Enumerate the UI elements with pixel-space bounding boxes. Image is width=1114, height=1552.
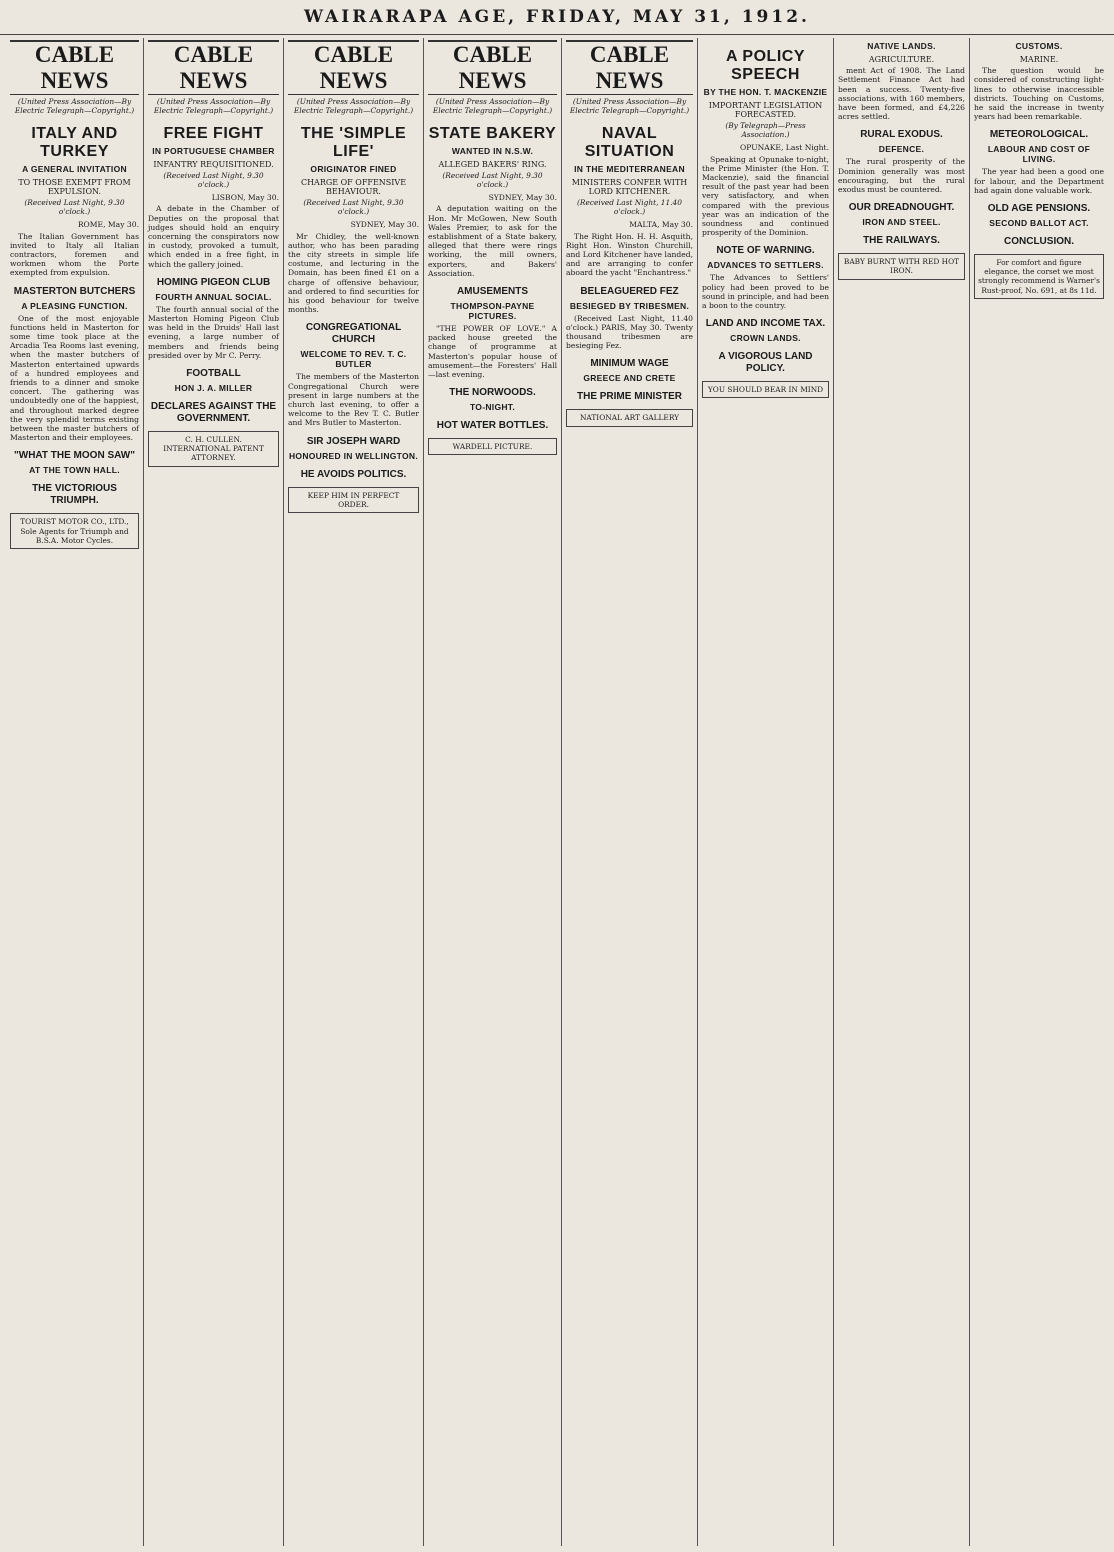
sub-heading: MINISTERS CONFER WITH LORD KITCHENER. [571,178,688,197]
headline: STATE BAKERY [428,125,557,142]
article-text: The question would be considered of constructing light-lines to otherwise inaccessible districts. Touching on Customs, he said the increase in twenty years had been remarkable. [974,66,1104,122]
received-note: (Received Last Night, 9.30 o'clock.) [442,171,543,190]
article-text-2: "THE POWER OF LOVE." A packed house greeted the change of programme at Masterton's popular house of amusement—the Foresters' Hall—last evening. [428,324,557,380]
article-text-2: The year had been a good one for labour, and the Department had again done valuable work. [974,167,1104,195]
advertisement: WARDELL PICTURE. [428,438,557,455]
section-heading-3: HOT WATER BOTTLES. [436,420,549,432]
subheadline: WANTED IN N.S.W. [451,146,534,156]
press-credit: (United Press Association—By Electric Telegraph—Copyright.) [569,97,690,115]
section-subheading: FOURTH ANNUAL SOCIAL. [155,291,272,302]
section-heading-2: SIR JOSEPH WARD [306,435,401,447]
advertisement: NATIONAL ART GALLERY [566,409,693,426]
section-subheading-2: AT THE TOWN HALL. [29,465,120,476]
section-subheading-2: GREECE AND CRETE [583,373,676,384]
subheadline: IN PORTUGUESE CHAMBER [152,146,275,156]
advertisement: For comfort and figure elegance, the corset we most strongly recommend is Warner's Rust-proof, No. 691, at 8s 11d. [974,254,1104,299]
section-heading-2: LAND AND INCOME TAX. [705,318,826,330]
section-subheading: A PLEASING FUNCTION. [21,300,128,311]
column-5 [562,38,698,1546]
column-1 [6,38,144,1546]
sub-heading: IMPORTANT LEGISLATION FORECASTED. [708,101,823,120]
sub-heading: INFANTRY REQUISITIONED. [153,160,274,169]
section-heading-2: OUR DREADNOUGHT. [848,202,955,214]
dateline: SYDNEY, May 30. [350,220,419,230]
dateline: ROME, May 30. [77,220,139,230]
dateline: OPUNAKE, Last Night. [740,143,829,153]
column-heading: CABLE NEWS [10,40,139,95]
section-heading-3: THE PRIME MINISTER [576,391,682,403]
article-text-2: The Advances to Settlers' policy had been proved to be sound in principle, and had been a boon to the country. [702,273,829,311]
dateline: MALTA, May 30. [629,220,693,230]
article-text-2: One of the most enjoyable functions held in Masterton for some time took place at the Arcadia Tea Rooms last evening, when the master butchers of Masterton entertained upwards of a hundred employees and friends to a dinner and smoke concert. The gathering was undoubtedly one of the happiest, and throughout marked degree the very splendid terms existing between the master butchers of Masterton and their employees. [10,313,139,443]
column-7 [834,38,970,1546]
press-credit: (United Press Association—By Electric Telegraph—Copyright.) [293,97,414,115]
advertisement: KEEP HIM IN PERFECT ORDER. [288,487,419,513]
section-subheading: WELCOME TO REV. T. C. BUTLER [300,349,407,370]
sub-heading: TO THOSE EXEMPT FROM EXPULSION. [18,178,131,197]
headline: A POLICY SPEECH [726,48,805,83]
press-credit: (United Press Association—By Electric Telegraph—Copyright.) [153,97,274,115]
article-text: ment Act of 1908. The Land Settlement Finance Act had been a success. Twenty-five associations, with 160 members, have been formed, and £4,226 acres settled. [838,66,965,122]
column-heading: CABLE NEWS [148,40,279,95]
page-columns [6,38,1108,1546]
section-heading: BELEAGUERED FEZ [580,285,679,297]
article-text-2: The members of the Masterton Congregational Church were present in large numbers at the church last evening, to offer a welcome to the Rev T. C. Butler and Mrs Butler to Masterton. [288,372,419,428]
received-note: (Received Last Night, 9.30 o'clock.) [163,171,264,190]
section-subheading-2: IRON AND STEEL. [862,217,941,228]
section-heading: MASTERTON BUTCHERS [13,285,136,297]
article-text-2: The fourth annual social of the Masterton Homing Pigeon Club was held in the Druids' Hall last evening, a large number of members and friends being presided over by Mr C. Perry. [148,304,279,360]
dateline: LISBON, May 30. [211,193,279,203]
subheadline: NATIVE LANDS. [867,41,936,51]
sub-heading: AGRICULTURE. [868,55,935,64]
subheadline: IN THE MEDITERRANEAN [574,164,685,174]
section-subheading: ADVANCES TO SETTLERS. [707,260,824,271]
section-heading: METEOROLOGICAL. [989,129,1089,141]
column-6 [698,38,834,1546]
section-subheading-2: HONOURED IN WELLINGTON. [288,450,419,461]
section-subheading-2: SECOND BALLOT ACT. [989,218,1089,229]
headline: NAVAL SITUATION [584,125,675,160]
subheadline: ORIGINATOR FINED [310,164,397,174]
article-text: A debate in the Chamber of Deputies on the proposal that judges should hold an enquiry concerning the conspirators now in custody, provoked a tumult, which ended in a free fight, in which the gallery joined. [148,204,279,269]
section-heading-2: OLD AGE PENSIONS. [987,203,1091,215]
section-heading: CONGREGATIONAL CHURCH [305,322,402,346]
advertisement: BABY BURNT WITH RED HOT IRON. [838,253,965,279]
section-heading-2: FOOTBALL [186,368,241,380]
section-heading-3: DECLARES AGAINST THE GOVERNMENT. [150,401,277,425]
headline: ITALY AND TURKEY [31,125,118,160]
section-heading-3: CONCLUSION. [1004,236,1074,248]
column-2 [144,38,284,1546]
section-heading: RURAL EXODUS. [860,129,943,141]
article-text-2: The rural prosperity of the Dominion generally was most encouraging, but the rural exodus must be countered. [838,157,965,195]
section-subheading-2: TO-NIGHT. [469,402,516,413]
article-text: A deputation waiting on the Hon. Mr McGowen, New South Wales Premier, to ask for the establishment of a State bakery, alleged that there were rings working, the mill owners, exporters, and Bakers' Association. [428,204,557,278]
article-text-2: (Received Last Night, 11.40 o'clock.) PARIS, May 30. Twenty thousand tribesmen are besieging Fez. [566,313,693,351]
section-heading: AMUSEMENTS [456,286,529,298]
section-heading-2: THE NORWOODS. [449,387,536,399]
received-note: (Received Last Night, 9.30 o'clock.) [24,198,125,217]
section-heading-3: A VIGOROUS LAND POLICY. [718,351,813,375]
received-note: (Received Last Night, 11.40 o'clock.) [577,198,682,217]
section-subheading-2: CROWN LANDS. [730,333,801,344]
section-subheading: LABOUR AND COST OF LIVING. [987,144,1091,165]
section-heading-2: MINIMUM WAGE [590,358,669,370]
section-subheading-2: HON J. A. MILLER [174,383,253,394]
section-heading: HOMING PIGEON CLUB [156,276,271,288]
column-3 [284,38,424,1546]
advertisement: YOU SHOULD BEAR IN MIND [702,381,829,398]
sub-heading: ALLEGED BAKERS' RING. [438,160,547,169]
headline: THE 'SIMPLE LIFE' [300,125,407,160]
press-credit: (United Press Association—By Electric Telegraph—Copyright.) [14,97,135,115]
article-text: The Right Hon. H. H. Asquith, Right Hon. Winston Churchill, and Lord Kitchener have landed, and are arranging to confer aboard the yacht "Enchantress." [566,231,693,278]
column-heading: CABLE NEWS [428,40,557,95]
received-note: (By Telegraph—Press Association.) [725,121,806,140]
headline: FREE FIGHT [163,125,264,142]
section-heading-3: THE RAILWAYS. [863,235,940,247]
advertisement: C. H. CULLEN. INTERNATIONAL PATENT ATTORNEY. [148,431,279,467]
column-4 [424,38,562,1546]
article-text: The Italian Government has invited to Italy all Italian contractors, foremen and workmen whom the Porte exempted from expulsion. [10,231,139,278]
section-heading: NOTE OF WARNING. [716,245,815,257]
article-text: Speaking at Opunake to-night, the Prime Minister (the Hon. T. Mackenzie), said the financial result of the past year had been very satisfactory, and when compared with the previous year was an indication of the soundness and continued prosperity of the Dominion. [702,154,829,238]
masthead: WAIRARAPA AGE, FRIDAY, MAY 31, 1912. [0,0,1114,35]
article-text: Mr Chidley, the well-known author, who has been parading the city streets in simple life costume, and lecturing in the Domain, has been fined £1 on a charge of offensive behaviour, and ordered to find securities for his good behaviour for twelve months. [288,231,419,315]
subheadline: A GENERAL INVITATION [22,164,127,174]
advertisement: TOURIST MOTOR CO., LTD., Sole Agents for Triumph and B.S.A. Motor Cycles. [10,513,139,549]
column-heading: CABLE NEWS [566,40,693,95]
section-heading-3: HE AVOIDS POLITICS. [300,468,407,480]
subheadline: BY THE HON. T. MACKENZIE [703,87,828,97]
received-note: (Received Last Night, 9.30 o'clock.) [303,198,404,217]
press-credit: (United Press Association—By Electric Telegraph—Copyright.) [432,97,553,115]
sub-heading: CHARGE OF OFFENSIVE BEHAVIOUR. [300,178,407,197]
sub-heading: MARINE. [1019,55,1059,64]
dateline: SYDNEY, May 30. [488,193,557,203]
section-subheading: BESIEGED BY TRIBESMEN. [569,300,690,311]
section-subheading: DEFENCE. [878,144,925,155]
section-subheading: THOMPSON-PAYNE PICTURES. [450,301,535,322]
column-heading: CABLE NEWS [288,40,419,95]
section-heading-2: "WHAT THE MOON SAW" [14,450,135,462]
column-8 [970,38,1108,1546]
subheadline: CUSTOMS. [1015,41,1063,51]
section-heading-3: THE VICTORIOUS TRIUMPH. [32,483,117,507]
